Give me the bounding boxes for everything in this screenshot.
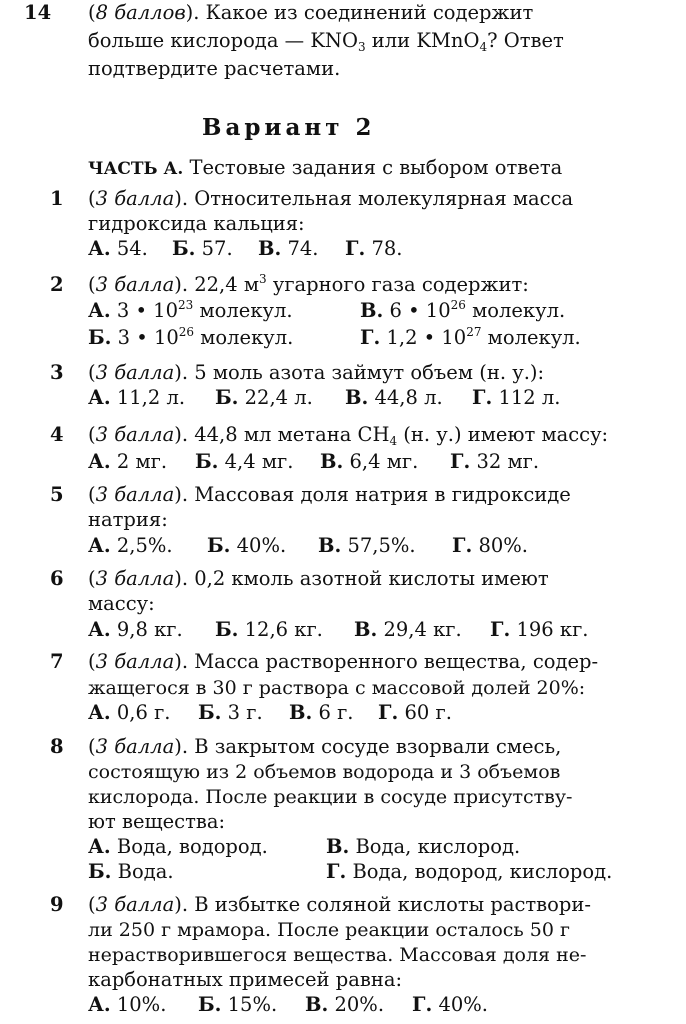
answer-option: Б. 40%. <box>207 534 287 557</box>
answer-option: В. Вода, кислород. <box>326 835 521 858</box>
question-text: массу: <box>88 592 155 615</box>
question-number: 5 <box>50 483 64 506</box>
answer-option: В. 6 г. <box>289 701 354 724</box>
answer-option: В. 74. <box>258 237 319 260</box>
answer-option: А. 0,6 г. <box>88 701 171 724</box>
variant-title: Вариант 2 <box>202 114 376 141</box>
question-14-line-2: больше кислорода — $KNO_3$ или KMnO$_4$? Ответ <box>88 29 564 54</box>
question-text: ют вещества: <box>88 810 226 833</box>
question-text: (3 балла). В избытке соляной кислоты раствори- <box>88 893 591 916</box>
question-number: 9 <box>50 893 64 916</box>
question-text: карбонатных примесей равна: <box>88 968 403 991</box>
answer-option: Г. 1,2 • $10^{27}$ молекул. <box>360 325 581 349</box>
answer-option: А. 10%. <box>88 993 167 1016</box>
answer-option: Г. 32 мг. <box>450 450 540 473</box>
question-text: кислорода. После реакции в сосуде присутству- <box>88 786 573 808</box>
answer-option: Г. 40%. <box>412 993 489 1016</box>
answer-option: Б. 15%. <box>198 993 278 1016</box>
answer-option: Г. 60 г. <box>378 701 452 724</box>
question-text: натрия: <box>88 508 168 531</box>
answer-option: А. 3 • $10^{23}$ молекул. <box>88 298 293 322</box>
question-14-line-3: подтвердите расчетами. <box>88 57 341 80</box>
points: 8 баллов <box>95 1 186 24</box>
question-number: 2 <box>50 273 64 296</box>
question-text: гидроксида кальция: <box>88 212 305 235</box>
answer-option: В. 44,8 л. <box>345 386 443 409</box>
answer-option: А. 9,8 кг. <box>88 618 183 641</box>
answer-option: Б. 22,4 л. <box>215 386 313 409</box>
answer-option: Б. 3 • $10^{26}$ молекул. <box>88 325 294 349</box>
question-text: (3 балла). Масса растворенного вещества, содер- <box>88 650 599 673</box>
answer-option: Б. 57. <box>172 237 233 260</box>
question-text: состоящую из 2 объемов водорода и 3 объемов <box>88 761 561 783</box>
question-text: нерастворившегося вещества. Массовая доля не- <box>88 944 587 966</box>
answer-option: Г. Вода, водород, кислород. <box>326 860 613 883</box>
answer-option: Г. 80%. <box>452 534 529 557</box>
answer-option: А. 11,2 л. <box>88 386 186 409</box>
answer-option: Г. 78. <box>345 237 403 260</box>
question-14-line-1: (8 баллов). Какое из соединений содержит <box>88 1 534 24</box>
question-number: 1 <box>50 187 64 210</box>
answer-option: А. 54. <box>88 237 148 260</box>
answer-option: В. 6 • $10^{26}$ молекул. <box>360 298 566 322</box>
question-text: (3 балла). Относительная молекулярная масса <box>88 187 574 210</box>
question-text: ли 250 г мрамора. После реакции осталось 50 г <box>88 919 570 941</box>
answer-option: А. Вода, водород. <box>88 835 268 858</box>
question-number: 3 <box>50 361 64 384</box>
answer-option: Б. 3 г. <box>198 701 263 724</box>
answer-option: В. 6,4 мг. <box>320 450 419 473</box>
answer-option: В. 29,4 кг. <box>354 618 462 641</box>
answer-option: Б. 12,6 кг. <box>215 618 323 641</box>
question-text: (3 балла). 44,8 мл метана $CH_4$ (н. у.) имеют массу: <box>88 423 609 448</box>
question-number: 4 <box>50 423 64 446</box>
question-number: 6 <box>50 567 64 590</box>
answer-option: А. 2 мг. <box>88 450 168 473</box>
answer-option: В. 57,5%. <box>318 534 416 557</box>
question-number: 8 <box>50 735 64 758</box>
question-number: 14 <box>24 1 52 24</box>
answer-option: А. 2,5%. <box>88 534 173 557</box>
question-text: (3 балла). В закрытом сосуде взорвали смесь, <box>88 735 562 758</box>
answer-option: Б. 4,4 мг. <box>195 450 294 473</box>
answer-option: Г. 112 л. <box>472 386 561 409</box>
question-text: (3 балла). 5 моль азота займут объем (н. у.): <box>88 361 545 384</box>
answer-option: Г. 196 кг. <box>490 618 589 641</box>
question-number: 7 <box>50 650 64 673</box>
question-text: жащегося в 30 г раствора с массовой долей 20%: <box>88 677 586 699</box>
question-text: (3 балла). Массовая доля натрия в гидроксиде <box>88 483 571 506</box>
question-text: (3 балла). 22,4 $м^3$ угарного газа содержит: <box>88 272 529 296</box>
part-heading: ЧАСТЬ А. Тестовые задания с выбором ответа <box>88 156 563 179</box>
answer-option: Б. Вода. <box>88 860 174 883</box>
answer-option: В. 20%. <box>305 993 385 1016</box>
question-text: (3 балла). 0,2 кмоль азотной кислоты имеют <box>88 567 549 590</box>
